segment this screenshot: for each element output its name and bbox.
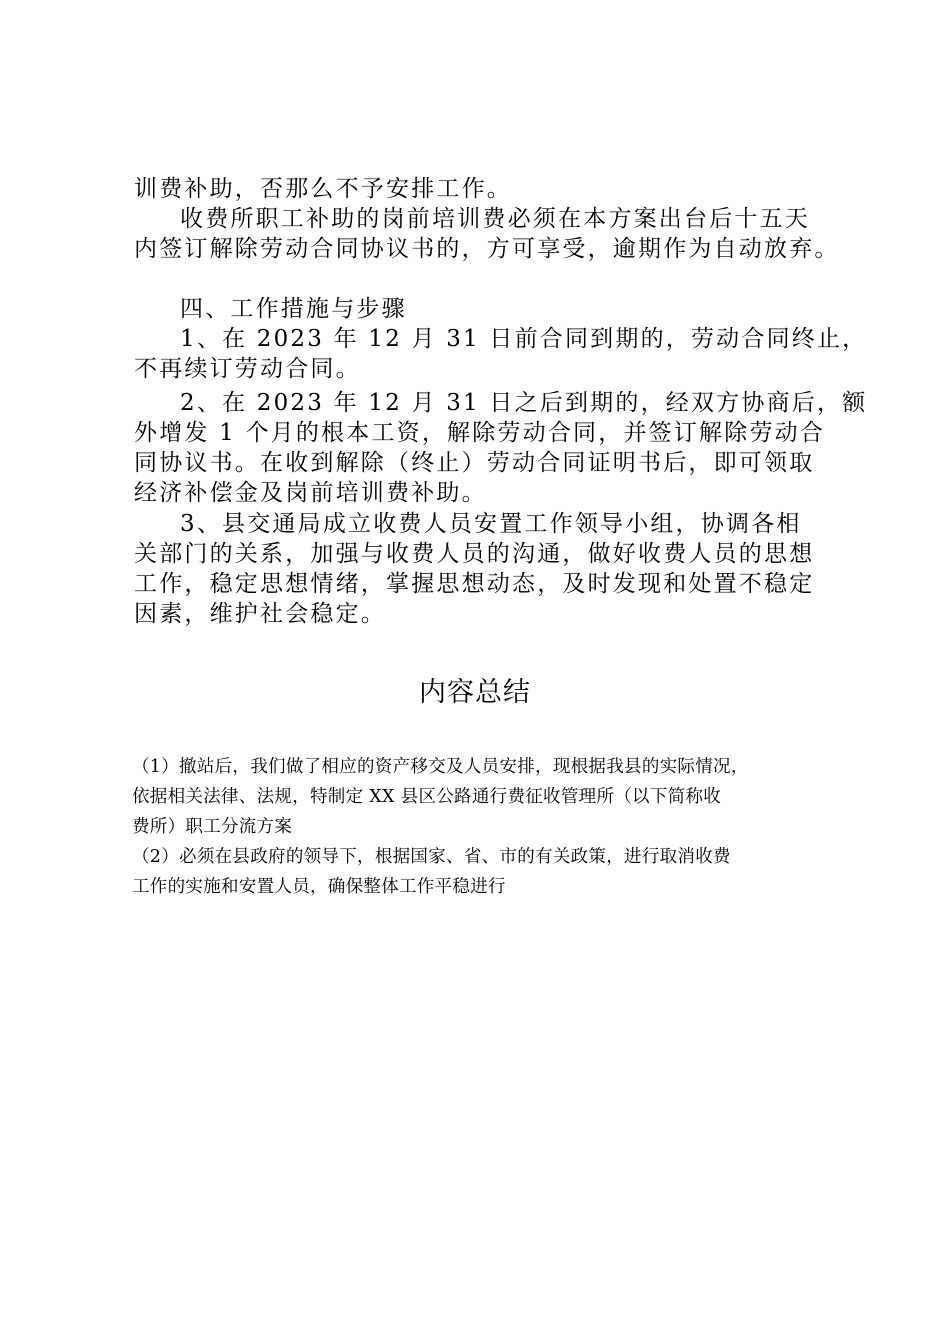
body-line: 收费所职工补助的岗前培训费必须在本方案出台后十五天 (180, 206, 810, 232)
summary-title: 内容总结 (419, 677, 531, 708)
body-line: 不再续订劳动合同。 (134, 356, 361, 382)
body-line: 关部门的关系，加强与收费人员的沟通，做好收费人员的思想 (134, 541, 815, 567)
body-line: 训费补助，否那么不予安排工作。 (134, 176, 512, 202)
summary-line: （1）撤站后，我们做了相应的资产移交及人员安排，现根据我县的实际情况， (132, 757, 749, 777)
body-line: 工作，稳定思想情绪，掌握思想动态，及时发现和处置不稳定 (134, 571, 815, 597)
summary-line: 费所）职工分流方案 (132, 817, 293, 837)
body-line: 3、县交通局成立收费人员安置工作领导小组，协调各相 (180, 511, 802, 537)
summary-line: 依据相关法律、法规，特制定 XX 县区公路通行费征收管理所（以下简称收 (132, 787, 722, 807)
summary-line: （2）必须在县政府的领导下，根据国家、省、市的有关政策，进行取消收费 (132, 847, 731, 867)
body-line: 2、在 2023 年 12 月 31 日之后到期的，经双方协商后，额 (180, 390, 868, 416)
body-line: 1、在 2023 年 12 月 31 日前合同到期的，劳动合同终止， (180, 326, 868, 352)
body-line: 同协议书。在收到解除（终止）劳动合同证明书后，即可领取 (134, 450, 815, 476)
body-line: 因素，维护社会稳定。 (134, 601, 386, 627)
summary-line: 工作的实施和安置人员，确保整体工作平稳进行 (132, 877, 506, 897)
section-heading: 四、工作措施与步骤 (180, 296, 407, 322)
body-line: 外增发 1 个月的根本工资，解除劳动合同，并签订解除劳动合 (134, 420, 826, 446)
body-line: 经济补偿金及岗前培训费补助。 (134, 480, 487, 506)
body-line: 内签订解除劳动合同协议书的，方可享受，逾期作为自动放弃。 (134, 236, 840, 262)
